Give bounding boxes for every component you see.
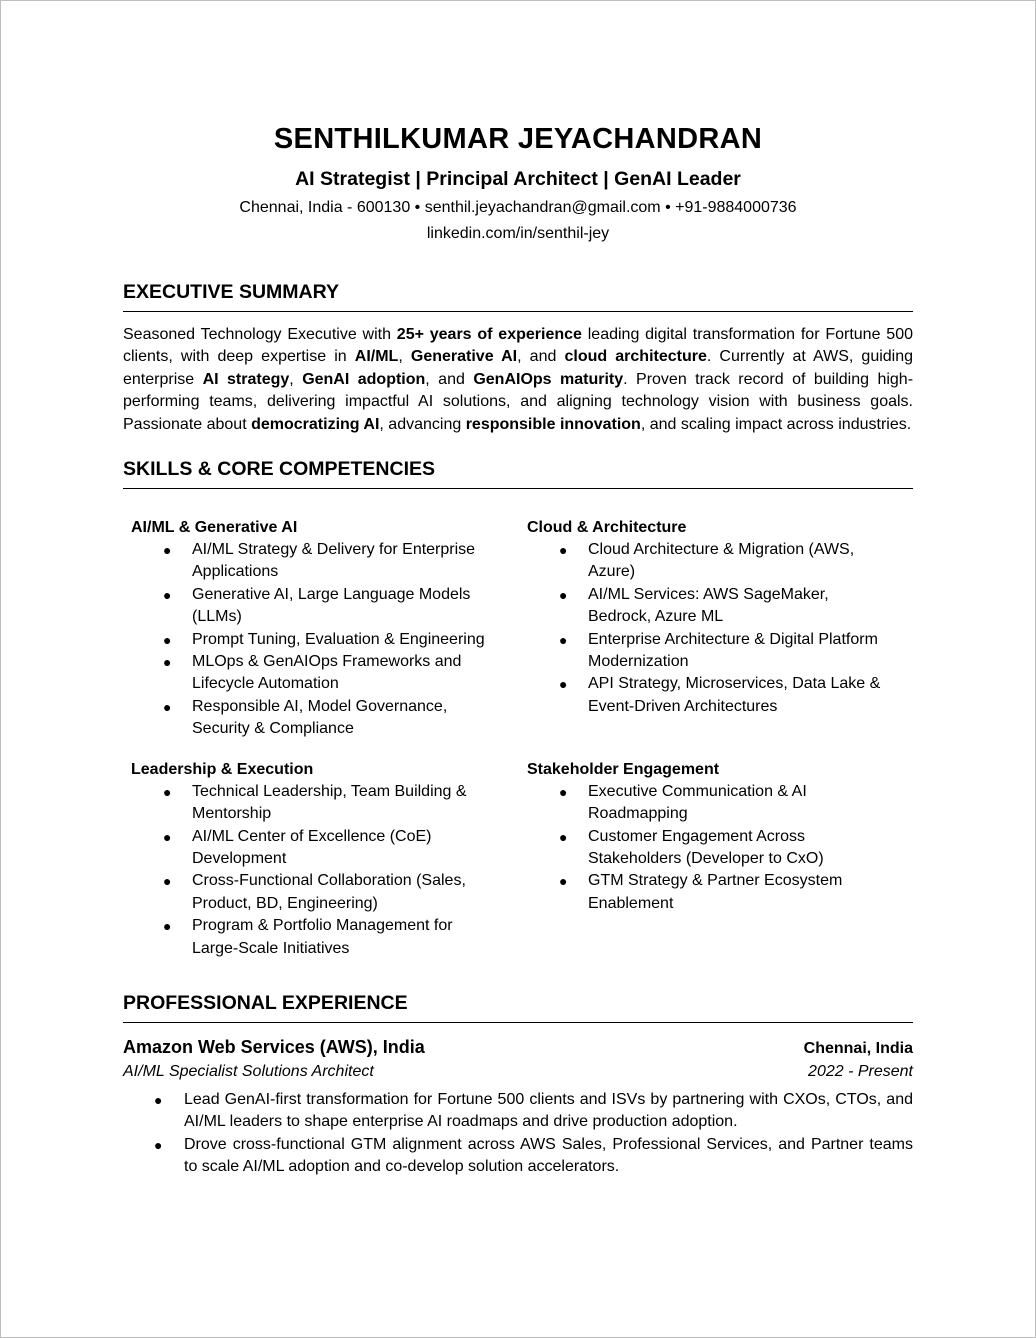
summary-run: , advancing xyxy=(379,415,466,433)
bullet-icon: ● xyxy=(154,1091,163,1108)
skill-item xyxy=(131,826,519,871)
skill-group xyxy=(519,759,913,960)
skill-item-line: Applications xyxy=(192,563,279,581)
skill-group-heading: Stakeholder Engagement xyxy=(527,760,720,778)
summary-text xyxy=(123,324,913,436)
skill-item xyxy=(527,629,913,674)
summary-highlight: Generative AI xyxy=(410,348,518,366)
bullet-icon: ● xyxy=(163,873,172,890)
skill-group xyxy=(123,759,519,960)
bullet-icon: ● xyxy=(559,873,568,890)
skill-list xyxy=(131,539,519,741)
skill-item-line: API Strategy, Microservices, Data Lake & xyxy=(588,675,881,693)
summary-section xyxy=(123,279,913,436)
job-entry xyxy=(123,1035,913,1179)
experience-title: PROFESSIONAL EXPERIENCE xyxy=(123,990,913,1023)
skill-item-line: Bedrock, Azure ML xyxy=(588,608,724,626)
bullet-icon: ● xyxy=(559,631,568,648)
skill-item-line: Generative AI, Large Language Models xyxy=(192,585,471,603)
skills-title: SKILLS & CORE COMPETENCIES xyxy=(123,456,913,489)
summary-run: Seasoned Technology Executive with xyxy=(123,326,397,343)
bullet-icon: ● xyxy=(163,631,172,648)
skill-group-heading: Leadership & Execution xyxy=(131,760,314,778)
summary-highlight: GenAI adoption xyxy=(302,370,426,388)
job-bullet-text: Drove cross-functional GTM alignment across AWS Sales, Professional Services, and Partner teams to scale AI/ML adoption and co-develop solution accelerators. xyxy=(184,1135,913,1176)
bullet-icon: ● xyxy=(559,586,568,603)
skill-item-line: MLOps & GenAIOps Frameworks and xyxy=(192,653,462,671)
job-bullets xyxy=(123,1089,913,1179)
skill-item-line: GTM Strategy & Partner Ecosystem xyxy=(588,872,843,890)
skill-item xyxy=(131,870,519,915)
skill-item-line: Modernization xyxy=(588,653,689,671)
job-location: Chennai, India xyxy=(803,1039,913,1057)
summary-run: , and xyxy=(517,348,565,366)
skill-item-line: Large-Scale Initiatives xyxy=(192,939,350,957)
skill-item-line: Responsible AI, Model Governance, xyxy=(192,697,448,715)
skill-item xyxy=(131,629,519,651)
summary-run: , and scaling impact across industries. xyxy=(640,415,912,433)
contact-line: Chennai, India - 600130 • senthil.jeyachandran@gmail.com • +91-9884000736 xyxy=(239,199,797,216)
job-bullet-text: Lead GenAI-first transformation for Fortune 500 clients and ISVs by partnering with CXOs, CTOs, and AI/ML leaders to shape enterprise AI roadmaps and drive production adoption. xyxy=(184,1090,913,1131)
job-list xyxy=(123,1035,913,1179)
summary-highlight: AI/ML xyxy=(354,348,399,366)
bullet-icon: ● xyxy=(559,676,568,693)
skill-item-line: Stakeholders (Developer to CxO) xyxy=(588,849,824,867)
skill-item-line: Enablement xyxy=(588,894,674,912)
summary-highlight: democratizing AI xyxy=(251,415,380,433)
skill-item xyxy=(131,696,519,741)
summary-run: , and xyxy=(425,370,474,388)
skill-item xyxy=(131,539,519,584)
skill-item-line: Customer Engagement Across xyxy=(588,827,805,845)
skill-item-line: Cross-Functional Collaboration (Sales, xyxy=(192,872,466,890)
job-dates: 2022 - Present xyxy=(808,1062,913,1080)
skill-item-line: Cloud Architecture & Migration (AWS, xyxy=(588,541,855,559)
skill-item xyxy=(131,651,519,696)
bullet-icon: ● xyxy=(559,828,568,845)
skill-group-heading: Cloud & Architecture xyxy=(527,519,687,537)
skills-grid xyxy=(123,517,913,960)
skill-item-line: Lifecycle Automation xyxy=(192,675,339,693)
skill-item xyxy=(131,584,519,629)
skill-item-line: Enterprise Architecture & Digital Platform xyxy=(588,630,878,648)
skill-list xyxy=(527,781,913,915)
summary-highlight: GenAIOps maturity xyxy=(473,370,624,388)
skill-item-line: AI/ML Strategy & Delivery for Enterprise xyxy=(192,541,476,559)
summary-run: , xyxy=(289,370,303,388)
summary-highlight: 25+ years of experience xyxy=(396,326,582,343)
skill-item-line: Technical Leadership, Team Building & xyxy=(192,782,467,800)
skill-item xyxy=(527,826,913,871)
job-subheader-row xyxy=(123,1061,913,1083)
skill-group-heading: AI/ML & Generative AI xyxy=(131,519,298,537)
skill-list xyxy=(527,539,913,718)
summary-title: EXECUTIVE SUMMARY xyxy=(123,279,913,312)
summary-highlight: responsible innovation xyxy=(465,415,641,433)
skill-item xyxy=(527,870,913,915)
skill-item-line: (LLMs) xyxy=(192,608,242,626)
resume-content xyxy=(123,119,913,1179)
company-name: Amazon Web Services (AWS), India xyxy=(123,1036,425,1057)
summary-run: . Proven track record of building high-performing teams, delivering impactful AI solutions, and aligning technology vision with business goals. Passionate about xyxy=(123,370,914,433)
summary-highlight: AI strategy xyxy=(202,370,290,388)
skill-item-line: Product, BD, Engineering) xyxy=(192,894,378,912)
bullet-icon: ● xyxy=(163,542,172,559)
skill-item-line: Security & Compliance xyxy=(192,720,354,738)
summary-run: leading digital transformation for Fortune 500 clients, with deep expertise in xyxy=(123,326,913,366)
skill-item xyxy=(527,584,913,629)
skill-item xyxy=(527,781,913,826)
skill-item xyxy=(131,781,519,826)
skill-item-line: Roadmapping xyxy=(588,805,688,823)
experience-section xyxy=(123,990,913,1179)
bullet-icon: ● xyxy=(163,918,172,935)
summary-highlight: cloud architecture xyxy=(564,348,707,366)
skill-item-line: Executive Communication & AI xyxy=(588,782,807,800)
summary-run: , xyxy=(398,348,411,366)
skill-item-line: Event-Driven Architectures xyxy=(588,697,778,715)
candidate-name: SENTHILKUMAR JEYACHANDRAN xyxy=(273,123,763,155)
skill-item-line: AI/ML Center of Excellence (CoE) xyxy=(192,827,432,845)
bullet-icon: ● xyxy=(163,698,172,715)
bullet-icon: ● xyxy=(163,654,172,671)
skill-item-line: Mentorship xyxy=(192,805,272,823)
linkedin-link[interactable]: linkedin.com/in/senthil-jey xyxy=(426,225,610,242)
job-role: AI/ML Specialist Solutions Architect xyxy=(123,1062,374,1080)
job-bullet xyxy=(123,1089,913,1134)
skill-item xyxy=(527,673,913,718)
skill-item-line: Program & Portfolio Management for xyxy=(192,917,453,935)
summary-run: . Currently at AWS, guiding enterprise xyxy=(123,348,914,388)
skills-section xyxy=(123,456,913,960)
skill-item-line: AI/ML Services: AWS SageMaker, xyxy=(588,585,829,603)
skill-item-line: Development xyxy=(192,849,287,867)
bullet-icon: ● xyxy=(559,542,568,559)
skill-item xyxy=(131,915,519,960)
skill-item xyxy=(527,539,913,584)
bullet-icon: ● xyxy=(163,828,172,845)
tagline: AI Strategist | Principal Architect | GenAI Leader xyxy=(295,168,741,190)
job-bullet xyxy=(123,1134,913,1179)
bullet-icon: ● xyxy=(154,1136,163,1153)
skill-list xyxy=(131,781,519,960)
skill-group xyxy=(519,517,913,741)
bullet-icon: ● xyxy=(559,783,568,800)
skill-group xyxy=(123,517,519,741)
job-header-row xyxy=(123,1035,913,1061)
skill-item-line: Azure) xyxy=(588,563,636,581)
skill-item-line: Prompt Tuning, Evaluation & Engineering xyxy=(192,630,485,648)
bullet-icon: ● xyxy=(163,783,172,800)
bullet-icon: ● xyxy=(163,586,172,603)
